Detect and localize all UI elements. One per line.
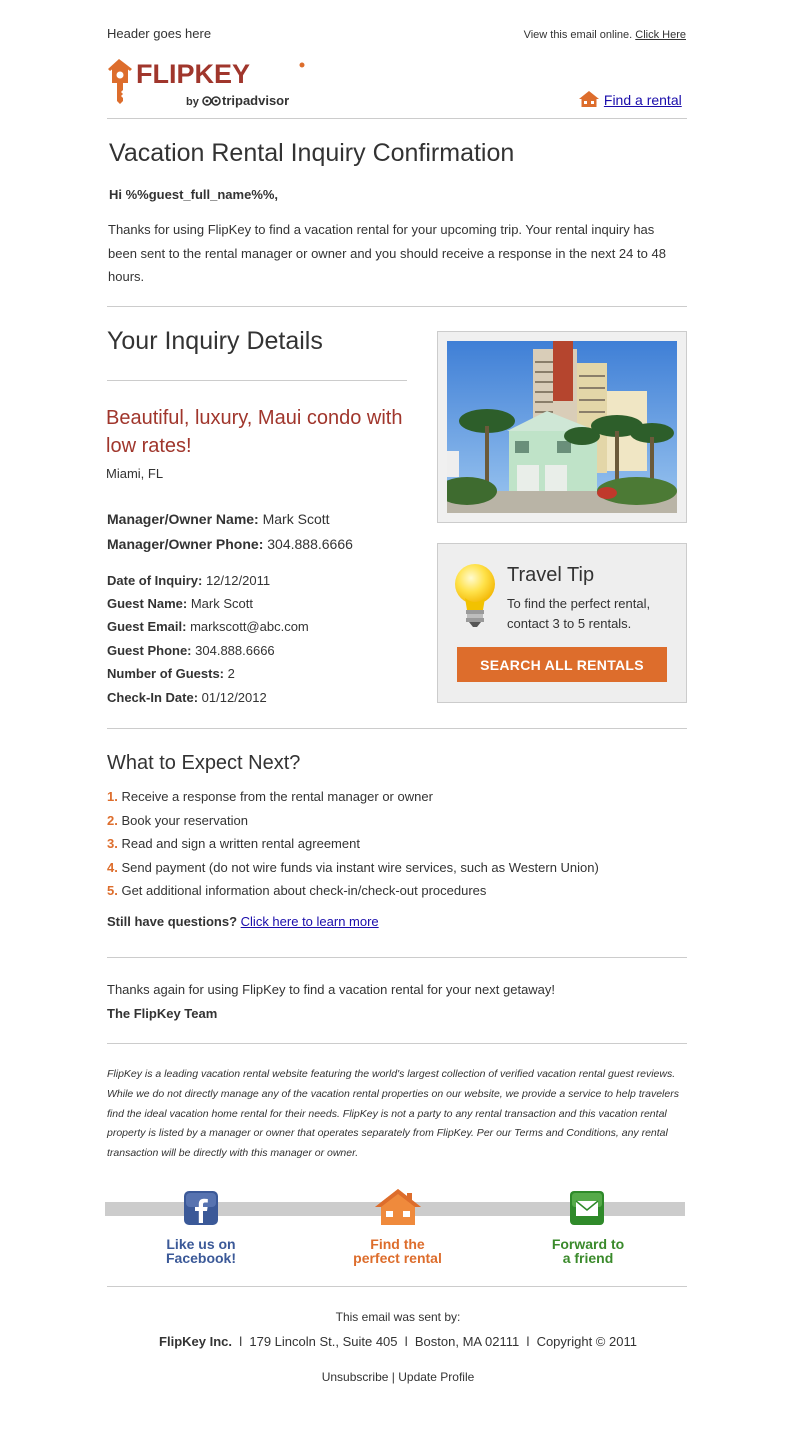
step-number: 3. bbox=[107, 836, 118, 851]
detail-row bbox=[107, 643, 275, 658]
view-online-link[interactable]: Click Here bbox=[635, 29, 686, 41]
manager-phone-value: 304.888.6666 bbox=[267, 536, 353, 552]
list-item bbox=[107, 882, 599, 906]
view-online-text: View this email online. bbox=[523, 29, 633, 41]
forward-label-line1: Forward to bbox=[551, 1236, 625, 1252]
steps-list bbox=[107, 788, 599, 906]
footer-divider bbox=[107, 1286, 687, 1287]
step-text: Book your reservation bbox=[121, 812, 248, 828]
separator: l bbox=[404, 1334, 408, 1349]
separator: l bbox=[526, 1334, 530, 1349]
rental-label-line1: Find the bbox=[370, 1236, 425, 1252]
list-item bbox=[107, 859, 599, 883]
company-name: FlipKey Inc. bbox=[159, 1334, 232, 1349]
find-rental bbox=[578, 90, 682, 108]
questions-label: Still have questions? bbox=[107, 914, 238, 929]
facebook-label[interactable] bbox=[150, 1237, 252, 1265]
detail-label: Guest Name: bbox=[107, 596, 188, 611]
list-item bbox=[107, 835, 599, 859]
manager-phone-label: Manager/Owner Phone: bbox=[107, 536, 264, 552]
link-divider: | bbox=[391, 1370, 395, 1384]
list-item bbox=[107, 812, 599, 836]
svg-text:tripadvisor: tripadvisor bbox=[222, 93, 290, 108]
closing-divider bbox=[107, 1043, 687, 1044]
forward-label-line2: a friend bbox=[562, 1250, 614, 1266]
rental-label-line2: perfect rental bbox=[353, 1250, 442, 1266]
company-address bbox=[0, 1334, 796, 1349]
property-photo-frame bbox=[437, 331, 687, 523]
list-item bbox=[107, 788, 599, 812]
travel-tip-title: Travel Tip bbox=[507, 564, 595, 586]
header-text: Header goes here bbox=[107, 26, 212, 41]
email-forward-icon[interactable] bbox=[569, 1190, 605, 1228]
details-divider bbox=[107, 728, 687, 729]
step-number: 4. bbox=[107, 859, 118, 875]
tripadvisor-owl-icon bbox=[203, 97, 220, 105]
forward-to-friend-label[interactable] bbox=[540, 1237, 636, 1265]
step-text: Receive a response from the rental manager or owner bbox=[121, 789, 433, 804]
step-number: 2. bbox=[107, 812, 118, 828]
svg-text:FLIPKEY: FLIPKEY bbox=[136, 59, 251, 89]
manager-name bbox=[107, 511, 330, 527]
detail-label: Number of Guests: bbox=[107, 666, 225, 681]
footer-links bbox=[0, 1370, 796, 1384]
detail-value: markscott@abc.com bbox=[190, 619, 309, 634]
greeting: Hi %%guest_full_name%%, bbox=[109, 187, 279, 202]
disclaimer: FlipKey is a leading vacation rental website featuring the world's largest collection of verified vacation rental guest reviews. While we do not directly manage any of the vacation rental properties on our website, we provide a service to help travelers find the ideal vacation home rental for their needs. FlipKey is not a party to any rental transaction and this vacation rental property is listed by a manager or owner that operates separately from FlipKey. Per our Terms and Conditions, any rental transaction will be directly with this manager or owner. bbox=[107, 1068, 679, 1160]
search-all-rentals-button[interactable]: SEARCH ALL RENTALS bbox=[457, 647, 667, 682]
flipkey-logo[interactable] bbox=[106, 57, 306, 109]
lightbulb-icon bbox=[452, 562, 498, 630]
learn-more-link[interactable]: Click here to learn more bbox=[240, 914, 379, 929]
facebook-label-line1: Like us on bbox=[166, 1236, 236, 1252]
city-address: Boston, MA 02111 bbox=[414, 1334, 520, 1349]
detail-row bbox=[107, 573, 270, 588]
next-heading: What to Expect Next? bbox=[107, 752, 301, 774]
step-text: Read and sign a written rental agreement bbox=[121, 836, 360, 851]
page-title: Vacation Rental Inquiry Confirmation bbox=[109, 139, 515, 167]
detail-row bbox=[107, 690, 267, 705]
closing-thanks: Thanks again for using FlipKey to find a vacation rental for your next getaway! bbox=[107, 982, 556, 997]
detail-label: Check-In Date: bbox=[107, 690, 199, 705]
header-divider bbox=[107, 118, 687, 119]
manager-name-value: Mark Scott bbox=[262, 511, 330, 527]
detail-value: 01/12/2012 bbox=[201, 690, 267, 705]
step-text: Get additional information about check-in/check-out procedures bbox=[121, 883, 487, 898]
step-text: Send payment (do not wire funds via instant wire services, such as Western Union) bbox=[121, 859, 599, 875]
manager-phone bbox=[107, 536, 353, 552]
key-icon bbox=[108, 59, 132, 104]
property-photo[interactable] bbox=[447, 341, 677, 513]
step-number: 5. bbox=[107, 883, 118, 898]
detail-value: 2 bbox=[227, 666, 235, 681]
travel-tip-text: To find the perfect rental, contact 3 to 5 rentals. bbox=[507, 596, 651, 631]
travel-tip-box bbox=[437, 543, 687, 703]
intro-divider bbox=[107, 306, 687, 307]
update-profile-link[interactable]: Update Profile bbox=[398, 1370, 475, 1384]
detail-row bbox=[107, 619, 309, 634]
detail-row bbox=[107, 666, 235, 681]
find-rental-link[interactable]: Find a rental bbox=[603, 92, 682, 108]
detail-label: Date of Inquiry: bbox=[107, 573, 203, 588]
step-number: 1. bbox=[107, 789, 118, 804]
detail-label: Guest Email: bbox=[107, 619, 187, 634]
detail-label: Guest Phone: bbox=[107, 643, 192, 658]
detail-value: 12/12/2011 bbox=[205, 573, 271, 588]
detail-row bbox=[107, 596, 253, 611]
property-title[interactable]: Beautiful, luxury, Maui condo with low rates! bbox=[106, 407, 403, 457]
house-icon[interactable] bbox=[373, 1187, 423, 1227]
house-icon bbox=[578, 90, 600, 108]
view-online bbox=[524, 29, 686, 41]
questions bbox=[107, 914, 379, 929]
inquiry-heading: Your Inquiry Details bbox=[107, 327, 323, 355]
svg-text:by: by bbox=[186, 96, 199, 108]
separator: l bbox=[239, 1334, 243, 1349]
facebook-label-line2: Facebook! bbox=[165, 1250, 236, 1266]
sent-by: This email was sent by: bbox=[335, 1310, 461, 1324]
detail-value: Mark Scott bbox=[190, 596, 253, 611]
next-divider bbox=[107, 957, 687, 958]
inquiry-divider bbox=[107, 380, 407, 381]
find-perfect-rental-label[interactable] bbox=[340, 1237, 455, 1265]
closing-signature: The FlipKey Team bbox=[107, 1006, 218, 1021]
copyright: Copyright © 2011 bbox=[536, 1334, 637, 1349]
property-location: Miami, FL bbox=[106, 466, 164, 481]
unsubscribe-link[interactable]: Unsubscribe bbox=[321, 1370, 389, 1384]
intro-text: Thanks for using FlipKey to find a vacation rental for your upcoming trip. Your rental inquiry has been sent to the rental manager or owner and you should receive a response in the next 24 to 48 hours. bbox=[108, 222, 666, 284]
detail-value: 304.888.6666 bbox=[195, 643, 275, 658]
facebook-icon[interactable] bbox=[183, 1190, 219, 1228]
manager-name-label: Manager/Owner Name: bbox=[107, 511, 259, 527]
street-address: 179 Lincoln St., Suite 405 bbox=[249, 1334, 398, 1349]
